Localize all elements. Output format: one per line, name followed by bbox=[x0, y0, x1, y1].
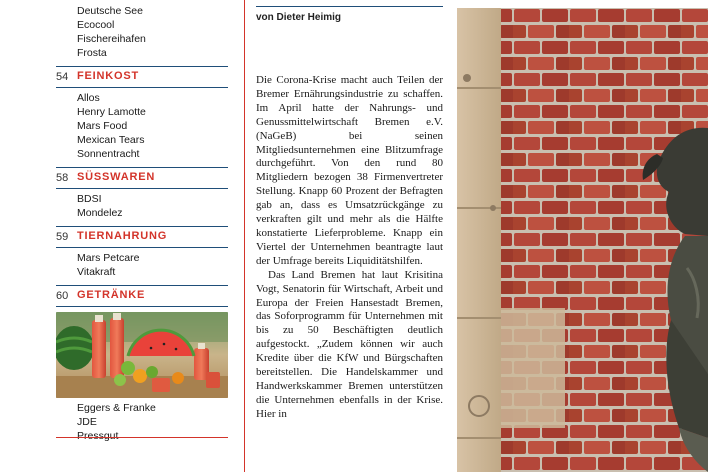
article-top-rule bbox=[256, 6, 443, 7]
article-paragraph: Das Land Bremen hat laut Krisitina Vogt, Senatorin für Wirtschaft, Arbeit und Europa der Freien Hansestadt Bremen, das Soforprogramm für Unternehmen mit bis zu 50 Beschäftigten deutlich aufgestockt. „Zudem können wir auch Kredite über die KfW und Bürgschaften bereitstellen. Die Handelskammer und Handwerkskammer Bremen unterstützen die Unternehmen ebenfalls in der Krise. Hier in bbox=[256, 268, 443, 420]
author-byline: von Dieter Heimig bbox=[256, 12, 342, 23]
list-item: Sonnentracht bbox=[77, 148, 140, 160]
list-item: Deutsche See bbox=[77, 5, 143, 17]
company-list bbox=[56, 189, 228, 220]
list-item: BDSI bbox=[77, 193, 102, 205]
list-item: Allos bbox=[77, 92, 100, 104]
list-item: Henry Lamotte bbox=[77, 106, 146, 118]
article-paragraph: Die Corona-Krise macht auch Teilen der Bremer Ernährungsindustrie zu schaffen. Im April hatte der Nahrungs- und Genussmittelwirtschaft Bremen e.V. (NaGeB) bei seinen Mitgliedsunternehmen eine Blitzumfrage durchgeführt. Von den rund 80 Mitgliedern bezogen 38 Firmenvertreter Stellung. Knapp 60 Prozent der Befragten gab an, dass es Umsatzrückgänge zu verkraften gilt und mehr als die Hälfte konstatierte Lieferprobleme. Knapp ein Viertel der Unternehmen beantragte laut der Umfrage bereits Liquiditätshilfen. bbox=[256, 74, 443, 267]
section-title: GETRÄNKE bbox=[77, 289, 146, 301]
section-heading-suesswaren bbox=[56, 167, 228, 189]
section-heading-feinkost bbox=[56, 66, 228, 88]
page-number: 58 bbox=[56, 172, 69, 184]
list-item: Mondelez bbox=[77, 207, 123, 219]
list-item: Ecocool bbox=[77, 19, 115, 31]
list-item: Vitakraft bbox=[77, 266, 116, 278]
page-number: 59 bbox=[56, 231, 69, 243]
section-title: FEINKOST bbox=[77, 70, 140, 82]
list-item: Mars Petcare bbox=[77, 252, 140, 264]
list-item: Mexican Tears bbox=[77, 134, 145, 146]
page-number: 54 bbox=[56, 71, 69, 83]
section-title: SÜSSWAREN bbox=[77, 171, 156, 183]
town-musicians-photo bbox=[457, 8, 708, 472]
list-item: Pressgut bbox=[77, 430, 119, 442]
section-heading-getraenke bbox=[56, 285, 228, 307]
page-number: 60 bbox=[56, 290, 69, 302]
list-item: Mars Food bbox=[77, 120, 128, 132]
company-list bbox=[56, 248, 228, 279]
article-body bbox=[256, 74, 443, 422]
beverages-photo bbox=[56, 312, 228, 398]
list-item: Fischereihafen bbox=[77, 33, 146, 45]
column-end-rule bbox=[56, 437, 228, 438]
list-item: Frosta bbox=[77, 47, 107, 59]
list-item: Eggers & Franke bbox=[77, 402, 156, 414]
table-of-contents bbox=[56, 0, 228, 443]
section-heading-tiernahrung bbox=[56, 226, 228, 248]
intro-company-list bbox=[56, 0, 228, 60]
section-title: TIERNAHRUNG bbox=[77, 230, 168, 242]
company-list bbox=[56, 88, 228, 161]
column-divider bbox=[244, 0, 245, 472]
list-item: JDE bbox=[77, 416, 97, 428]
